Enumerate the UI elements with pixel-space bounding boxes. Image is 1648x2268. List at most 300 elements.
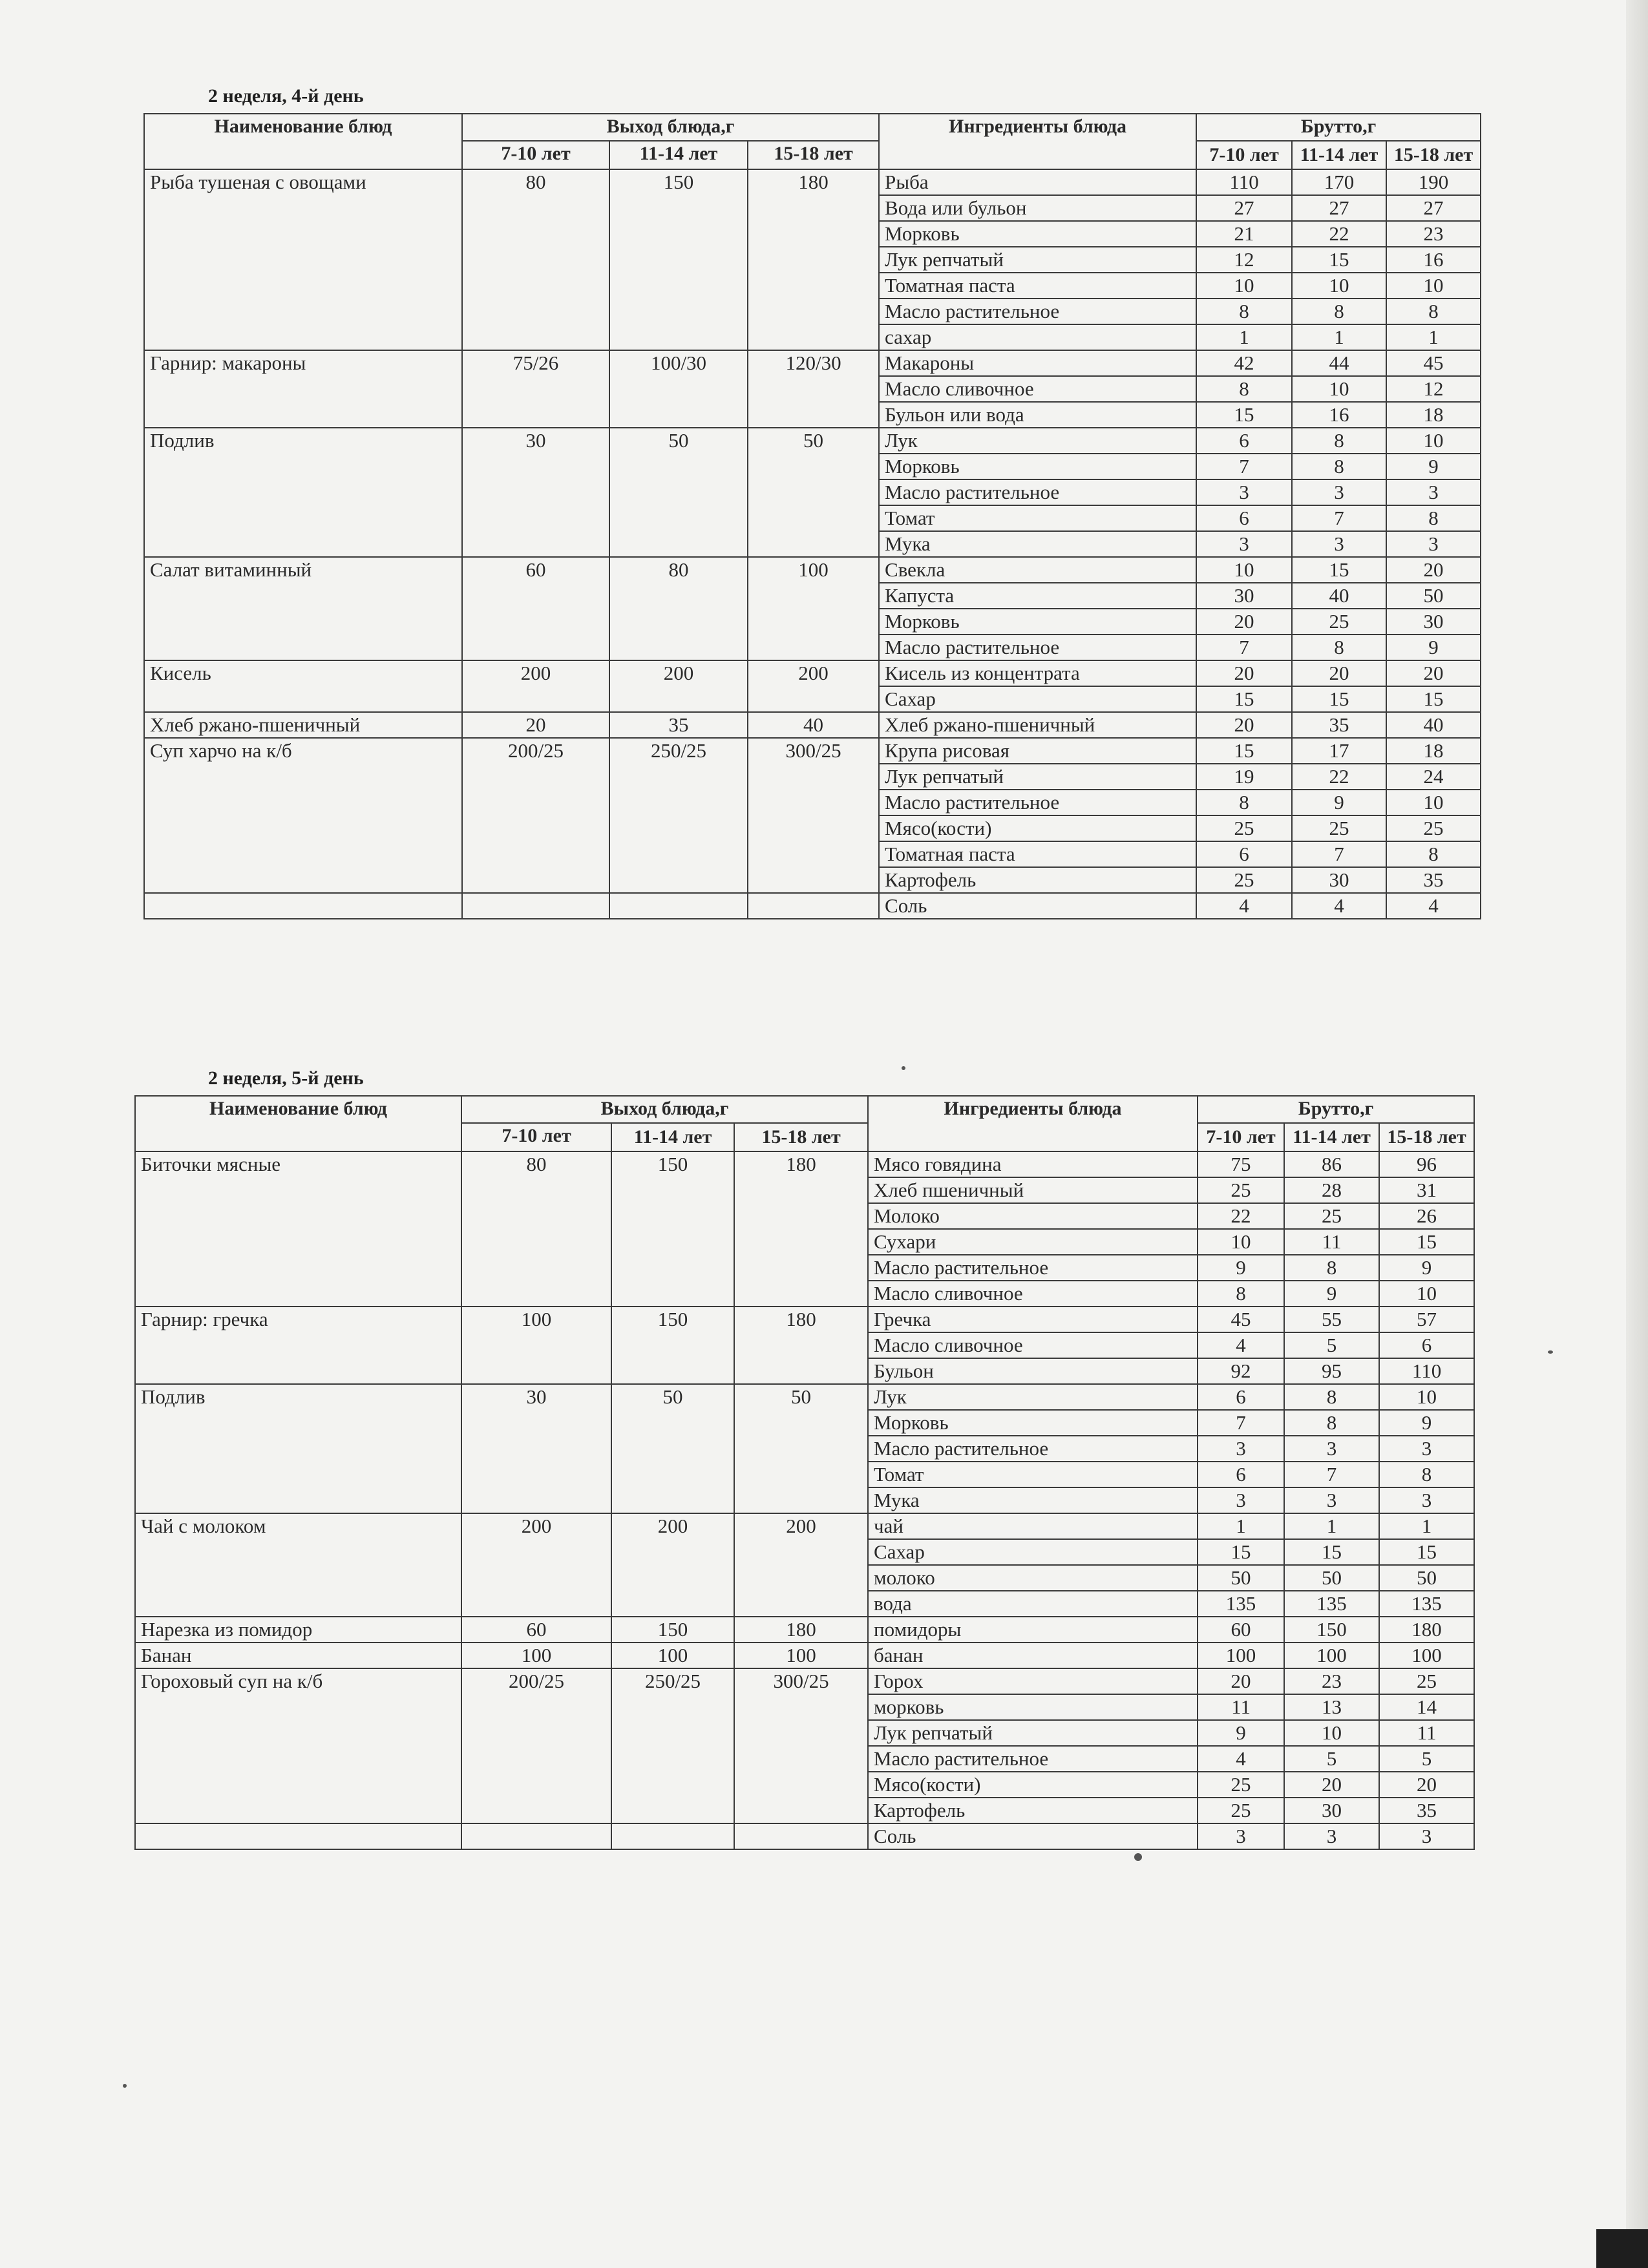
ingredient-name: Макароны — [879, 350, 1196, 376]
ingredient-gross: 9 — [1379, 1410, 1474, 1436]
ingredient-gross: 10 — [1386, 790, 1481, 815]
dish-yield — [609, 893, 748, 919]
ingredient-name: Бульон или вода — [879, 402, 1196, 428]
ingredient-name: Масло растительное — [879, 790, 1196, 815]
ingredient-name: Томатная паста — [879, 841, 1196, 867]
ingredient-gross: 4 — [1292, 893, 1386, 919]
ingredient-gross: 25 — [1379, 1668, 1474, 1694]
dish-yield: 180 — [734, 1307, 868, 1384]
dish-yield: 100 — [461, 1307, 611, 1384]
ingredient-row — [135, 1307, 1474, 1332]
ingredient-gross: 3 — [1386, 479, 1481, 505]
ingredient-gross: 57 — [1379, 1307, 1474, 1332]
ingredient-name: Лук — [868, 1384, 1198, 1410]
ingredient-gross: 50 — [1284, 1565, 1379, 1591]
dish-yield: 250/25 — [611, 1668, 734, 1823]
ingredient-gross: 40 — [1386, 712, 1481, 738]
ingredient-gross: 1 — [1284, 1513, 1379, 1539]
ingredient-name: молоко — [868, 1565, 1198, 1591]
ingredient-gross: 4 — [1198, 1746, 1284, 1772]
ingredient-row — [144, 557, 1481, 583]
ingredient-gross: 6 — [1196, 505, 1292, 531]
ingredient-gross: 25 — [1198, 1772, 1284, 1798]
dish-name — [144, 893, 462, 919]
ingredient-gross: 45 — [1198, 1307, 1284, 1332]
dish-yield — [462, 893, 609, 919]
ingredient-name: Масло сливочное — [868, 1332, 1198, 1358]
ingredient-gross: 31 — [1379, 1177, 1474, 1203]
ingredient-gross: 6 — [1196, 841, 1292, 867]
ingredient-gross: 7 — [1292, 505, 1386, 531]
ingredient-gross: 15 — [1386, 686, 1481, 712]
ingredient-gross: 100 — [1379, 1643, 1474, 1668]
ingredient-gross: 24 — [1386, 764, 1481, 790]
ingredient-gross: 19 — [1196, 764, 1292, 790]
corner-mark — [1596, 2229, 1648, 2268]
ingredient-gross: 42 — [1196, 350, 1292, 376]
ingredient-gross: 4 — [1386, 893, 1481, 919]
dish-yield: 150 — [611, 1617, 734, 1643]
ingredient-gross: 25 — [1386, 815, 1481, 841]
scan-speck — [902, 1066, 905, 1070]
ingredient-gross: 8 — [1386, 299, 1481, 324]
ingredient-gross: 100 — [1284, 1643, 1379, 1668]
ingredient-name: Вода или бульон — [879, 195, 1196, 221]
yield-age-7-10: 7-10 лет — [462, 141, 609, 169]
ingredient-gross: 28 — [1284, 1177, 1379, 1203]
ingredient-gross: 6 — [1379, 1332, 1474, 1358]
ingredient-gross: 20 — [1198, 1668, 1284, 1694]
ingredient-name: Мука — [879, 531, 1196, 557]
ingredient-gross: 35 — [1292, 712, 1386, 738]
yield-age-15-18: 15-18 лет — [748, 141, 879, 169]
ingredient-gross: 110 — [1379, 1358, 1474, 1384]
ingredient-gross: 23 — [1386, 221, 1481, 247]
ingredient-gross: 25 — [1198, 1798, 1284, 1823]
dish-name: Хлеб ржано-пшеничный — [144, 712, 462, 738]
ingredient-gross: 22 — [1292, 764, 1386, 790]
ingredient-gross: 8 — [1284, 1384, 1379, 1410]
ingredient-row — [135, 1384, 1474, 1410]
ingredient-gross: 23 — [1284, 1668, 1379, 1694]
dish-yield: 75/26 — [462, 350, 609, 428]
dish-yield: 50 — [609, 428, 748, 557]
ingredient-gross: 6 — [1198, 1384, 1284, 1410]
ingredient-name: Капуста — [879, 583, 1196, 609]
ingredient-gross: 30 — [1284, 1798, 1379, 1823]
ingredient-name: чай — [868, 1513, 1198, 1539]
ingredient-gross: 17 — [1292, 738, 1386, 764]
ingredient-gross: 8 — [1196, 376, 1292, 402]
ingredient-gross: 27 — [1292, 195, 1386, 221]
dish-yield — [611, 1823, 734, 1849]
dish-yield: 150 — [611, 1151, 734, 1307]
ingredient-gross: 16 — [1292, 402, 1386, 428]
dish-yield — [734, 1823, 868, 1849]
ingredient-name: Масло сливочное — [868, 1281, 1198, 1307]
ingredient-gross: 20 — [1284, 1772, 1379, 1798]
ingredient-gross: 6 — [1196, 428, 1292, 454]
ingredient-gross: 27 — [1386, 195, 1481, 221]
ingredient-gross: 9 — [1379, 1255, 1474, 1281]
ingredient-gross: 15 — [1292, 557, 1386, 583]
ingredient-gross: 180 — [1379, 1617, 1474, 1643]
header-yield: Выход блюда,г — [461, 1096, 868, 1123]
ingredient-gross: 25 — [1196, 815, 1292, 841]
ingredient-gross: 3 — [1379, 1487, 1474, 1513]
ingredient-gross: 20 — [1386, 557, 1481, 583]
ingredient-gross: 9 — [1386, 635, 1481, 660]
ingredient-row — [144, 660, 1481, 686]
ingredient-gross: 60 — [1198, 1617, 1284, 1643]
ingredient-gross: 3 — [1292, 531, 1386, 557]
ingredient-name: Масло растительное — [879, 479, 1196, 505]
ingredient-gross: 1 — [1198, 1513, 1284, 1539]
ingredient-gross: 100 — [1198, 1643, 1284, 1668]
ingredient-name: Горох — [868, 1668, 1198, 1694]
ingredient-gross: 3 — [1196, 479, 1292, 505]
ingredient-name: Сухари — [868, 1229, 1198, 1255]
dish-yield: 100 — [734, 1643, 868, 1668]
dish-yield: 100/30 — [609, 350, 748, 428]
ingredient-name: Томат — [868, 1462, 1198, 1487]
ingredient-gross: 3 — [1198, 1823, 1284, 1849]
dish-yield: 200 — [462, 660, 609, 712]
ingredient-gross: 5 — [1284, 1332, 1379, 1358]
ingredient-row — [144, 893, 1481, 919]
ingredient-gross: 135 — [1198, 1591, 1284, 1617]
dish-yield: 100 — [748, 557, 879, 660]
ingredient-gross: 50 — [1379, 1565, 1474, 1591]
ingredient-gross: 25 — [1284, 1203, 1379, 1229]
yield-age-11-14: 11-14 лет — [609, 141, 748, 169]
ingredient-name: Лук репчатый — [879, 247, 1196, 273]
dish-yield: 80 — [462, 169, 609, 350]
ingredient-name: Морковь — [879, 221, 1196, 247]
yield-age-11-14: 11-14 лет — [611, 1123, 734, 1151]
ingredient-gross: 6 — [1198, 1462, 1284, 1487]
ingredient-gross: 11 — [1284, 1229, 1379, 1255]
ingredient-name: Свекла — [879, 557, 1196, 583]
dish-yield — [461, 1823, 611, 1849]
header-ingredients: Ингредиенты блюда — [879, 114, 1196, 169]
ingredient-name: Гречка — [868, 1307, 1198, 1332]
dish-yield: 80 — [609, 557, 748, 660]
ingredient-name: Мясо говядина — [868, 1151, 1198, 1177]
ingredient-name: Мука — [868, 1487, 1198, 1513]
dish-yield: 60 — [462, 557, 609, 660]
ingredient-gross: 30 — [1386, 609, 1481, 635]
ingredient-gross: 44 — [1292, 350, 1386, 376]
dish-yield: 50 — [748, 428, 879, 557]
ingredient-name: сахар — [879, 324, 1196, 350]
ingredient-name: Мясо(кости) — [879, 815, 1196, 841]
dish-name: Банан — [135, 1643, 461, 1668]
dish-name: Кисель — [144, 660, 462, 712]
ingredient-gross: 8 — [1284, 1410, 1379, 1436]
ingredient-row — [135, 1151, 1474, 1177]
ingredient-gross: 9 — [1284, 1281, 1379, 1307]
ingredient-name: Хлеб пшеничный — [868, 1177, 1198, 1203]
dish-yield: 200/25 — [462, 738, 609, 893]
ingredient-gross: 20 — [1196, 660, 1292, 686]
ingredient-name: Морковь — [868, 1410, 1198, 1436]
ingredient-gross: 25 — [1196, 867, 1292, 893]
gross-age-15-18: 15-18 лет — [1386, 141, 1481, 169]
ingredient-gross: 5 — [1379, 1746, 1474, 1772]
ingredient-gross: 15 — [1196, 686, 1292, 712]
ingredient-gross: 86 — [1284, 1151, 1379, 1177]
ingredient-gross: 22 — [1292, 221, 1386, 247]
ingredient-row — [135, 1513, 1474, 1539]
ingredient-row — [135, 1823, 1474, 1849]
dish-yield: 200 — [748, 660, 879, 712]
ingredient-name: Молоко — [868, 1203, 1198, 1229]
ingredient-gross: 9 — [1292, 790, 1386, 815]
ingredient-gross: 7 — [1196, 454, 1292, 479]
ingredient-gross: 95 — [1284, 1358, 1379, 1384]
ingredient-name: Масло растительное — [868, 1746, 1198, 1772]
ingredient-row — [135, 1617, 1474, 1643]
ingredient-name: Лук репчатый — [879, 764, 1196, 790]
dish-yield: 200 — [609, 660, 748, 712]
ingredient-gross: 4 — [1196, 893, 1292, 919]
dish-yield: 120/30 — [748, 350, 879, 428]
ingredient-gross: 135 — [1379, 1591, 1474, 1617]
ingredient-gross: 170 — [1292, 169, 1386, 195]
ingredient-gross: 13 — [1284, 1694, 1379, 1720]
ingredient-gross: 92 — [1198, 1358, 1284, 1384]
dish-yield: 50 — [734, 1384, 868, 1513]
ingredient-gross: 10 — [1196, 557, 1292, 583]
ingredient-gross: 7 — [1198, 1410, 1284, 1436]
dish-yield: 300/25 — [748, 738, 879, 893]
ingredient-gross: 26 — [1379, 1203, 1474, 1229]
dish-yield: 200 — [611, 1513, 734, 1617]
ingredient-name: Соль — [879, 893, 1196, 919]
ingredient-gross: 5 — [1284, 1746, 1379, 1772]
ingredient-gross: 3 — [1196, 531, 1292, 557]
ingredient-gross: 20 — [1196, 609, 1292, 635]
ingredient-name: Морковь — [879, 609, 1196, 635]
ingredient-name: Морковь — [879, 454, 1196, 479]
scan-speck — [123, 2084, 127, 2088]
ingredient-name: Сахар — [868, 1539, 1198, 1565]
ingredient-gross: 8 — [1379, 1462, 1474, 1487]
ingredient-gross: 20 — [1379, 1772, 1474, 1798]
ingredient-gross: 21 — [1196, 221, 1292, 247]
ingredient-gross: 10 — [1379, 1384, 1474, 1410]
gross-age-15-18: 15-18 лет — [1379, 1123, 1474, 1151]
dish-name: Подлив — [144, 428, 462, 557]
ingredient-gross: 3 — [1379, 1436, 1474, 1462]
ingredient-name: помидоры — [868, 1617, 1198, 1643]
dish-yield: 60 — [461, 1617, 611, 1643]
ingredient-gross: 10 — [1379, 1281, 1474, 1307]
ingredient-gross: 27 — [1196, 195, 1292, 221]
ingredient-row — [135, 1668, 1474, 1694]
header-dish: Наименование блюд — [135, 1096, 461, 1151]
ingredient-gross: 30 — [1292, 867, 1386, 893]
dish-yield — [748, 893, 879, 919]
ingredient-gross: 50 — [1198, 1565, 1284, 1591]
ingredient-name: банан — [868, 1643, 1198, 1668]
ingredient-gross: 12 — [1196, 247, 1292, 273]
ingredient-row — [144, 169, 1481, 195]
ingredient-gross: 50 — [1386, 583, 1481, 609]
ingredient-gross: 15 — [1292, 686, 1386, 712]
ingredient-gross: 3 — [1198, 1487, 1284, 1513]
ingredient-name: Крупа рисовая — [879, 738, 1196, 764]
ingredient-gross: 18 — [1386, 402, 1481, 428]
day4-menu-table — [143, 113, 1481, 919]
ingredient-row — [144, 350, 1481, 376]
ingredient-gross: 8 — [1196, 790, 1292, 815]
gross-age-11-14: 11-14 лет — [1292, 141, 1386, 169]
gross-age-7-10: 7-10 лет — [1196, 141, 1292, 169]
ingredient-gross: 10 — [1292, 273, 1386, 299]
dish-name: Гарнир: макароны — [144, 350, 462, 428]
ingredient-gross: 11 — [1379, 1720, 1474, 1746]
ingredient-gross: 11 — [1198, 1694, 1284, 1720]
ingredient-name: Сахар — [879, 686, 1196, 712]
ingredient-gross: 16 — [1386, 247, 1481, 273]
dish-yield: 250/25 — [609, 738, 748, 893]
day5-title: 2 неделя, 5-й день — [208, 1067, 364, 1089]
dish-yield: 150 — [609, 169, 748, 350]
dish-yield: 35 — [609, 712, 748, 738]
dish-yield: 180 — [748, 169, 879, 350]
ingredient-gross: 8 — [1198, 1281, 1284, 1307]
ingredient-gross: 3 — [1386, 531, 1481, 557]
ingredient-gross: 8 — [1386, 841, 1481, 867]
ingredient-gross: 10 — [1198, 1229, 1284, 1255]
dish-name: Рыба тушеная с овощами — [144, 169, 462, 350]
ingredient-gross: 25 — [1198, 1177, 1284, 1203]
ingredient-gross: 8 — [1386, 505, 1481, 531]
ingredient-name: Томат — [879, 505, 1196, 531]
ingredient-gross: 25 — [1292, 815, 1386, 841]
ingredient-name: Картофель — [879, 867, 1196, 893]
dish-yield: 200/25 — [461, 1668, 611, 1823]
dish-name: Биточки мясные — [135, 1151, 461, 1307]
ingredient-gross: 7 — [1284, 1462, 1379, 1487]
ingredient-gross: 9 — [1198, 1255, 1284, 1281]
dish-yield: 30 — [462, 428, 609, 557]
ingredient-gross: 96 — [1379, 1151, 1474, 1177]
ingredient-row — [144, 712, 1481, 738]
day5-body — [135, 1151, 1474, 1849]
dish-yield: 180 — [734, 1617, 868, 1643]
ingredient-gross: 15 — [1379, 1229, 1474, 1255]
header-gross: Брутто,г — [1198, 1096, 1474, 1123]
ingredient-gross: 8 — [1196, 299, 1292, 324]
dish-name: Гарнир: гречка — [135, 1307, 461, 1384]
gross-age-7-10: 7-10 лет — [1198, 1123, 1284, 1151]
ingredient-gross: 14 — [1379, 1694, 1474, 1720]
ingredient-name: Масло растительное — [868, 1436, 1198, 1462]
ingredient-name: Масло растительное — [879, 299, 1196, 324]
ingredient-gross: 15 — [1379, 1539, 1474, 1565]
ingredient-gross: 10 — [1284, 1720, 1379, 1746]
ingredient-name: морковь — [868, 1694, 1198, 1720]
dish-name: Салат витаминный — [144, 557, 462, 660]
ingredient-gross: 8 — [1292, 635, 1386, 660]
ingredient-gross: 110 — [1196, 169, 1292, 195]
ingredient-name: Лук репчатый — [868, 1720, 1198, 1746]
ingredient-gross: 8 — [1284, 1255, 1379, 1281]
ingredient-gross: 3 — [1292, 479, 1386, 505]
ingredient-gross: 1 — [1386, 324, 1481, 350]
ingredient-gross: 20 — [1292, 660, 1386, 686]
ingredient-gross: 3 — [1284, 1487, 1379, 1513]
ingredient-gross: 75 — [1198, 1151, 1284, 1177]
ingredient-name: Рыба — [879, 169, 1196, 195]
ingredient-gross: 1 — [1196, 324, 1292, 350]
dish-yield: 200 — [461, 1513, 611, 1617]
ingredient-gross: 1 — [1379, 1513, 1474, 1539]
dish-yield: 200 — [734, 1513, 868, 1617]
yield-age-15-18: 15-18 лет — [734, 1123, 868, 1151]
ingredient-gross: 9 — [1386, 454, 1481, 479]
ingredient-gross: 3 — [1198, 1436, 1284, 1462]
ingredient-gross: 15 — [1196, 402, 1292, 428]
ingredient-name: Масло растительное — [879, 635, 1196, 660]
ingredient-gross: 10 — [1386, 273, 1481, 299]
ingredient-gross: 1 — [1292, 324, 1386, 350]
dish-yield: 300/25 — [734, 1668, 868, 1823]
ingredient-gross: 7 — [1196, 635, 1292, 660]
ingredient-gross: 190 — [1386, 169, 1481, 195]
ingredient-name: Хлеб ржано-пшеничный — [879, 712, 1196, 738]
ingredient-name: Мясо(кости) — [868, 1772, 1198, 1798]
page-edge — [1626, 0, 1648, 2268]
ingredient-gross: 9 — [1198, 1720, 1284, 1746]
ingredient-name: Бульон — [868, 1358, 1198, 1384]
dish-yield: 80 — [461, 1151, 611, 1307]
ingredient-gross: 18 — [1386, 738, 1481, 764]
dish-name: Подлив — [135, 1384, 461, 1513]
dish-name: Нарезка из помидор — [135, 1617, 461, 1643]
ingredient-gross: 15 — [1292, 247, 1386, 273]
ingredient-name: вода — [868, 1591, 1198, 1617]
ingredient-name: Масло сливочное — [879, 376, 1196, 402]
ingredient-name: Кисель из концентрата — [879, 660, 1196, 686]
scan-speck — [1548, 1350, 1553, 1354]
ingredient-gross: 15 — [1284, 1539, 1379, 1565]
ingredient-gross: 3 — [1379, 1823, 1474, 1849]
ingredient-gross: 45 — [1386, 350, 1481, 376]
ingredient-gross: 20 — [1196, 712, 1292, 738]
day4-title: 2 неделя, 4-й день — [208, 85, 364, 107]
yield-age-7-10: 7-10 лет — [461, 1123, 611, 1151]
dish-name — [135, 1823, 461, 1849]
ingredient-name: Лук — [879, 428, 1196, 454]
ingredient-row — [144, 738, 1481, 764]
ingredient-gross: 35 — [1379, 1798, 1474, 1823]
dish-name: Суп харчо на к/б — [144, 738, 462, 893]
dish-name: Гороховый суп на к/б — [135, 1668, 461, 1823]
ingredient-gross: 150 — [1284, 1617, 1379, 1643]
dish-name: Чай с молоком — [135, 1513, 461, 1617]
dish-yield: 30 — [461, 1384, 611, 1513]
ingredient-gross: 20 — [1386, 660, 1481, 686]
dish-yield: 100 — [461, 1643, 611, 1668]
day4-body — [144, 169, 1481, 919]
ingredient-gross: 30 — [1196, 583, 1292, 609]
gross-age-11-14: 11-14 лет — [1284, 1123, 1379, 1151]
ingredient-row — [144, 428, 1481, 454]
